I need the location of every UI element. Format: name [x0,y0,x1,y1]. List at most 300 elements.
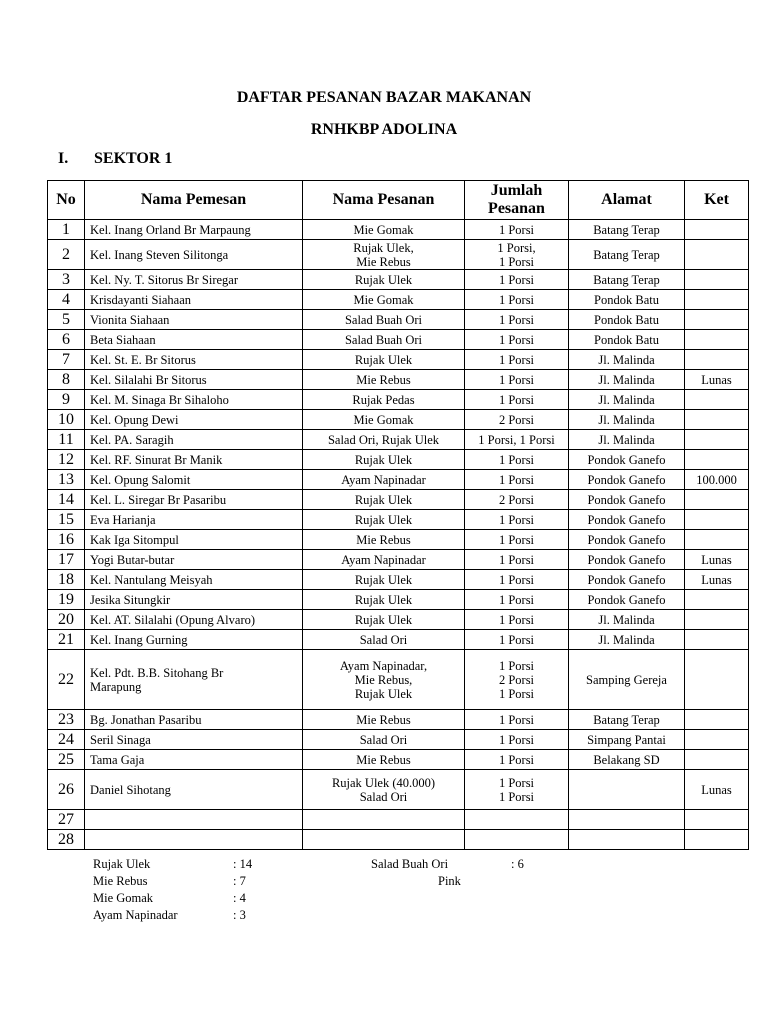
table-row [48,650,749,710]
cell-ket [685,490,749,510]
cell-nama-pesanan-line: Rujak Ulek [354,592,413,607]
cell-nama-pemesan [85,730,303,750]
cell-alamat [569,470,685,490]
cell-ket [685,290,749,310]
table-row [48,830,749,850]
column-header-jumlah-pesanan: Jumlah Pesanan [465,181,569,220]
cell-nama-pesanan-line: Mie Rebus, [354,672,413,687]
cell-alamat [569,610,685,630]
cell-ket [685,610,749,630]
cell-jumlah-pesanan-line: 1 Porsi, [497,240,536,255]
cell-alamat-line: Jl. Malinda [598,352,655,367]
cell-nama-pesanan [303,550,465,570]
cell-no: 14 [48,490,85,510]
cell-nama-pemesan-line: Eva Harianja [90,512,156,527]
cell-nama-pemesan [85,390,303,410]
cell-jumlah-pesanan-line: 1 Porsi [498,752,535,767]
cell-jumlah-pesanan-line: 1 Porsi [498,292,535,307]
table-row [48,530,749,550]
table-row [48,350,749,370]
cell-nama-pesanan-line: Ayam Napinadar [341,472,426,487]
table-row [48,590,749,610]
table-row [48,470,749,490]
cell-nama-pesanan [303,220,465,240]
cell-jumlah-pesanan-line: 1 Porsi [498,552,535,567]
cell-nama-pesanan [303,490,465,510]
cell-jumlah-pesanan-line: 1 Porsi [498,686,535,701]
cell-no: 23 [48,710,85,730]
cell-nama-pemesan-line: Kel. Nantulang Meisyah [90,572,213,587]
cell-nama-pesanan [303,530,465,550]
cell-nama-pesanan-line: Rujak Ulek [354,272,413,287]
cell-nama-pesanan [303,750,465,770]
cell-nama-pemesan-line: Kel. Inang Steven Silitonga [90,247,229,262]
cell-no: 7 [48,350,85,370]
cell-jumlah-pesanan-line: 1 Porsi [498,222,535,237]
summary-label-salad: Salad Buah Ori [371,857,449,871]
cell-alamat-line: Pondok Batu [594,332,659,347]
cell-ket: Lunas [685,570,749,590]
cell-nama-pesanan-line: Mie Rebus [356,752,411,767]
cell-no: 10 [48,410,85,430]
table-row [48,750,749,770]
table-row [48,550,749,570]
cell-alamat [569,350,685,370]
cell-alamat [569,410,685,430]
summary-row [93,873,573,890]
cell-ket [685,830,749,850]
cell-no: 2 [48,240,85,270]
cell-alamat-line: Pondok Ganefo [587,512,666,527]
cell-jumlah-pesanan-line: 1 Porsi [498,658,535,673]
summary-pink-note: Pink [438,874,461,888]
cell-alamat [569,490,685,510]
cell-no: 27 [48,810,85,830]
table-row [48,610,749,630]
cell-jumlah-pesanan-line: 1 Porsi [498,272,535,287]
cell-jumlah-pesanan-line: 1 Porsi [498,332,535,347]
cell-nama-pesanan-line: Rujak Ulek [354,572,413,587]
cell-alamat [569,330,685,350]
cell-nama-pemesan-line: Krisdayanti Siahaan [90,292,192,307]
cell-nama-pemesan-line: Kel. Silalahi Br Sitorus [90,372,207,387]
table-header-row [48,181,749,220]
cell-nama-pesanan-line: Ayam Napinadar [341,552,426,567]
cell-ket: 100.000 [685,470,749,490]
cell-alamat [569,830,685,850]
cell-no: 4 [48,290,85,310]
cell-ket [685,810,749,830]
cell-ket [685,510,749,530]
cell-no: 6 [48,330,85,350]
cell-nama-pesanan [303,770,465,810]
table-row [48,370,749,390]
table-row [48,270,749,290]
cell-jumlah-pesanan [465,220,569,240]
summary-row [93,907,573,924]
cell-jumlah-pesanan-line: 1 Porsi [498,612,535,627]
cell-nama-pesanan-line: Rujak Ulek, [353,240,414,255]
cell-no: 16 [48,530,85,550]
cell-ket [685,650,749,710]
cell-alamat-line: Jl. Malinda [598,432,655,447]
cell-jumlah-pesanan [465,470,569,490]
cell-nama-pemesan [85,350,303,370]
cell-ket [685,630,749,650]
cell-nama-pesanan [303,410,465,430]
cell-alamat-line: Pondok Ganefo [587,492,666,507]
cell-nama-pemesan [85,750,303,770]
cell-nama-pesanan-line: Rujak Ulek [354,452,413,467]
cell-alamat [569,240,685,270]
cell-nama-pemesan-line: Tama Gaja [90,752,145,767]
cell-no: 1 [48,220,85,240]
cell-alamat [569,770,685,810]
cell-nama-pemesan [85,770,303,810]
cell-ket [685,450,749,470]
summary-value: : 3 [233,908,246,922]
column-header-no: No [48,181,85,220]
summary-value: : 7 [233,874,246,888]
cell-nama-pemesan [85,450,303,470]
cell-jumlah-pesanan-line: 1 Porsi [498,592,535,607]
cell-nama-pemesan-line: Beta Siahaan [90,332,156,347]
cell-ket [685,750,749,770]
cell-jumlah-pesanan [465,350,569,370]
cell-nama-pesanan-line: Rujak Ulek (40.000) [331,775,436,790]
cell-alamat-line: Pondok Ganefo [587,572,666,587]
cell-nama-pesanan-line: Rujak Ulek [354,352,413,367]
cell-jumlah-pesanan [465,610,569,630]
cell-alamat [569,530,685,550]
cell-no: 12 [48,450,85,470]
cell-jumlah-pesanan [465,570,569,590]
cell-nama-pemesan [85,290,303,310]
cell-no: 13 [48,470,85,490]
cell-nama-pemesan [85,370,303,390]
cell-jumlah-pesanan [465,530,569,550]
cell-nama-pesanan [303,270,465,290]
cell-alamat [569,390,685,410]
cell-jumlah-pesanan [465,830,569,850]
cell-ket [685,390,749,410]
cell-alamat [569,570,685,590]
cell-jumlah-pesanan [465,310,569,330]
cell-nama-pesanan [303,450,465,470]
cell-ket [685,410,749,430]
cell-jumlah-pesanan-line: 1 Porsi [498,512,535,527]
cell-ket [685,430,749,450]
cell-jumlah-pesanan-line: 1 Porsi [498,352,535,367]
cell-no: 3 [48,270,85,290]
cell-alamat [569,630,685,650]
table-row [48,770,749,810]
cell-nama-pemesan-line: Yogi Butar-butar [90,552,175,567]
cell-nama-pemesan-line: Kel. RF. Sinurat Br Manik [90,452,223,467]
cell-jumlah-pesanan [465,770,569,810]
cell-no: 22 [48,650,85,710]
cell-jumlah-pesanan-line: 1 Porsi [498,572,535,587]
cell-nama-pemesan [85,330,303,350]
cell-alamat-line: Pondok Ganefo [587,552,666,567]
summary-value: : 14 [233,857,253,871]
cell-jumlah-pesanan-line: 1 Porsi [498,789,535,804]
cell-nama-pemesan [85,470,303,490]
cell-nama-pemesan-line: Kel. Ny. T. Sitorus Br Siregar [90,272,239,287]
cell-nama-pemesan-line: Kel. PA. Saragih [90,432,174,447]
summary-label: Mie Rebus [93,874,148,888]
cell-alamat [569,510,685,530]
cell-nama-pesanan-line: Rujak Ulek [354,492,413,507]
table-row [48,430,749,450]
column-header-nama-pesanan: Nama Pesanan [303,181,465,220]
cell-nama-pemesan-line: Seril Sinaga [90,732,151,747]
cell-nama-pesanan-line: Salad Buah Ori [344,312,423,327]
cell-alamat [569,220,685,240]
cell-jumlah-pesanan-line: 1 Porsi [498,312,535,327]
cell-alamat-line: Pondok Ganefo [587,532,666,547]
cell-alamat-line: Samping Gereja [586,672,667,687]
cell-ket [685,530,749,550]
cell-nama-pesanan-line: Mie Rebus [356,712,411,727]
cell-nama-pesanan [303,240,465,270]
cell-nama-pesanan-line: Mie Rebus [356,372,411,387]
cell-alamat-line: Jl. Malinda [598,412,655,427]
cell-alamat [569,450,685,470]
cell-no: 9 [48,390,85,410]
cell-nama-pemesan-line: Kel. Opung Salomit [90,472,191,487]
summary-label: Mie Gomak [93,891,154,905]
cell-nama-pesanan-line: Mie Rebus [356,532,411,547]
table-row [48,310,749,330]
cell-ket [685,730,749,750]
cell-nama-pesanan [303,350,465,370]
cell-nama-pesanan [303,570,465,590]
summary-value: : 4 [233,891,246,905]
cell-alamat-line: Belakang SD [593,752,660,767]
cell-nama-pesanan-line: Mie Rebus [356,254,411,269]
cell-nama-pesanan [303,510,465,530]
summary-row [93,890,573,907]
cell-alamat [569,430,685,450]
table-row [48,630,749,650]
cell-nama-pemesan-line: Kel. St. E. Br Sitorus [90,352,196,367]
cell-jumlah-pesanan-line: 1 Porsi [498,712,535,727]
cell-nama-pemesan [85,530,303,550]
cell-alamat-line: Pondok Ganefo [587,472,666,487]
cell-nama-pemesan [85,810,303,830]
column-header-nama-pemesan: Nama Pemesan [85,181,303,220]
cell-nama-pemesan [85,590,303,610]
cell-nama-pesanan [303,370,465,390]
cell-nama-pesanan-line: Ayam Napinadar, [339,658,428,673]
cell-nama-pesanan [303,390,465,410]
cell-jumlah-pesanan [465,710,569,730]
cell-jumlah-pesanan-line: 2 Porsi [498,492,535,507]
cell-nama-pesanan-line: Mie Gomak [353,412,414,427]
cell-alamat-line: Pondok Ganefo [587,592,666,607]
cell-nama-pemesan [85,630,303,650]
cell-nama-pemesan-line: Jesika Situngkir [90,592,171,607]
cell-jumlah-pesanan [465,810,569,830]
cell-alamat [569,750,685,770]
cell-nama-pemesan-line: Kel. L. Siregar Br Pasaribu [90,492,227,507]
cell-alamat-line: Pondok Ganefo [587,452,666,467]
cell-nama-pesanan [303,830,465,850]
table-row [48,510,749,530]
table-row [48,390,749,410]
cell-jumlah-pesanan [465,370,569,390]
document-title: DAFTAR PESANAN BAZAR MAKANAN [236,89,532,106]
cell-nama-pemesan-line: Bg. Jonathan Pasaribu [90,712,202,727]
cell-nama-pesanan-line: Salad Ori [359,732,408,747]
cell-nama-pesanan-line: Rujak Ulek [354,612,413,627]
cell-alamat-line: Pondok Batu [594,292,659,307]
cell-ket [685,270,749,290]
cell-nama-pemesan-line: Daniel Sihotang [90,782,171,797]
cell-alamat [569,290,685,310]
cell-nama-pesanan [303,630,465,650]
cell-jumlah-pesanan [465,650,569,710]
section-number: I. [58,150,69,167]
summary-label: Rujak Ulek [93,857,151,871]
cell-alamat [569,710,685,730]
cell-nama-pemesan [85,610,303,630]
cell-ket [685,710,749,730]
cell-nama-pemesan [85,510,303,530]
table-row [48,240,749,270]
cell-alamat [569,650,685,710]
cell-nama-pemesan [85,550,303,570]
cell-nama-pemesan-line: Marapung [90,679,142,694]
cell-jumlah-pesanan-line: 1 Porsi, 1 Porsi [478,432,555,447]
cell-jumlah-pesanan-line: 1 Porsi [498,392,535,407]
cell-nama-pesanan [303,470,465,490]
cell-nama-pemesan [85,430,303,450]
cell-jumlah-pesanan [465,550,569,570]
cell-nama-pesanan-line: Mie Gomak [353,222,414,237]
cell-no: 11 [48,430,85,450]
cell-alamat-line: Simpang Pantai [587,732,666,747]
cell-jumlah-pesanan [465,430,569,450]
cell-jumlah-pesanan [465,730,569,750]
order-summary [93,856,573,924]
cell-nama-pemesan-line: Kel. M. Sinaga Br Sihaloho [90,392,229,407]
cell-jumlah-pesanan [465,630,569,650]
cell-no: 17 [48,550,85,570]
cell-jumlah-pesanan-line: 1 Porsi [498,472,535,487]
cell-no: 20 [48,610,85,630]
cell-ket [685,220,749,240]
table-row [48,570,749,590]
cell-jumlah-pesanan [465,750,569,770]
cell-alamat [569,590,685,610]
cell-alamat-line: Batang Terap [593,222,660,237]
cell-ket: Lunas [685,370,749,390]
cell-jumlah-pesanan [465,240,569,270]
cell-no: 24 [48,730,85,750]
cell-nama-pemesan-line: Vionita Siahaan [90,312,170,327]
cell-nama-pesanan [303,610,465,630]
cell-jumlah-pesanan-line: 1 Porsi [498,254,535,269]
table-row [48,490,749,510]
cell-nama-pemesan [85,270,303,290]
section-name: SEKTOR 1 [94,150,173,167]
cell-no: 15 [48,510,85,530]
cell-nama-pemesan-line: Kak Iga Sitompul [90,532,179,547]
cell-alamat-line: Batang Terap [593,712,660,727]
cell-alamat [569,370,685,390]
cell-ket: Lunas [685,770,749,810]
cell-alamat-line: Jl. Malinda [598,632,655,647]
cell-nama-pemesan [85,830,303,850]
cell-jumlah-pesanan-line: 1 Porsi [498,532,535,547]
cell-nama-pemesan [85,240,303,270]
cell-jumlah-pesanan [465,490,569,510]
cell-alamat [569,810,685,830]
cell-nama-pemesan [85,490,303,510]
cell-jumlah-pesanan [465,290,569,310]
cell-jumlah-pesanan-line: 1 Porsi [498,732,535,747]
cell-no: 26 [48,770,85,810]
cell-alamat [569,310,685,330]
cell-ket: Lunas [685,550,749,570]
cell-nama-pesanan [303,710,465,730]
cell-alamat [569,730,685,750]
orders-table-body [48,220,749,850]
cell-no: 5 [48,310,85,330]
section-heading [58,150,172,168]
cell-alamat-line: Pondok Batu [594,312,659,327]
cell-nama-pesanan-line: Rujak Ulek [354,512,413,527]
cell-nama-pemesan [85,410,303,430]
cell-nama-pesanan-line: Rujak Pedas [352,392,415,407]
column-header-alamat: Alamat [569,181,685,220]
cell-alamat [569,550,685,570]
cell-alamat-line: Jl. Malinda [598,612,655,627]
cell-nama-pesanan-line: Salad Buah Ori [344,332,423,347]
document-subtitle: RNHKBP ADOLINA [310,121,458,138]
cell-ket [685,350,749,370]
cell-no: 8 [48,370,85,390]
cell-no: 25 [48,750,85,770]
cell-nama-pesanan-line: Salad Ori [359,632,408,647]
cell-nama-pesanan [303,810,465,830]
summary-value-salad: : 6 [511,857,524,871]
cell-no: 19 [48,590,85,610]
table-row [48,810,749,830]
cell-alamat-line: Jl. Malinda [598,392,655,407]
table-row [48,730,749,750]
cell-ket [685,240,749,270]
cell-nama-pemesan-line: Kel. Pdt. B.B. Sitohang Br [90,665,224,680]
cell-no: 18 [48,570,85,590]
orders-table [47,180,749,850]
cell-nama-pesanan-line: Rujak Ulek [354,686,413,701]
cell-nama-pesanan [303,650,465,710]
cell-nama-pemesan [85,310,303,330]
cell-no: 21 [48,630,85,650]
cell-jumlah-pesanan-line: 2 Porsi [498,672,535,687]
cell-jumlah-pesanan-line: 1 Porsi [498,775,535,790]
cell-jumlah-pesanan [465,330,569,350]
cell-nama-pesanan-line: Salad Ori, Rujak Ulek [327,432,440,447]
cell-nama-pesanan [303,590,465,610]
cell-nama-pemesan [85,570,303,590]
cell-nama-pemesan-line: Kel. AT. Silalahi (Opung Alvaro) [90,612,256,627]
column-header-ket: Ket [685,181,749,220]
cell-jumlah-pesanan [465,590,569,610]
